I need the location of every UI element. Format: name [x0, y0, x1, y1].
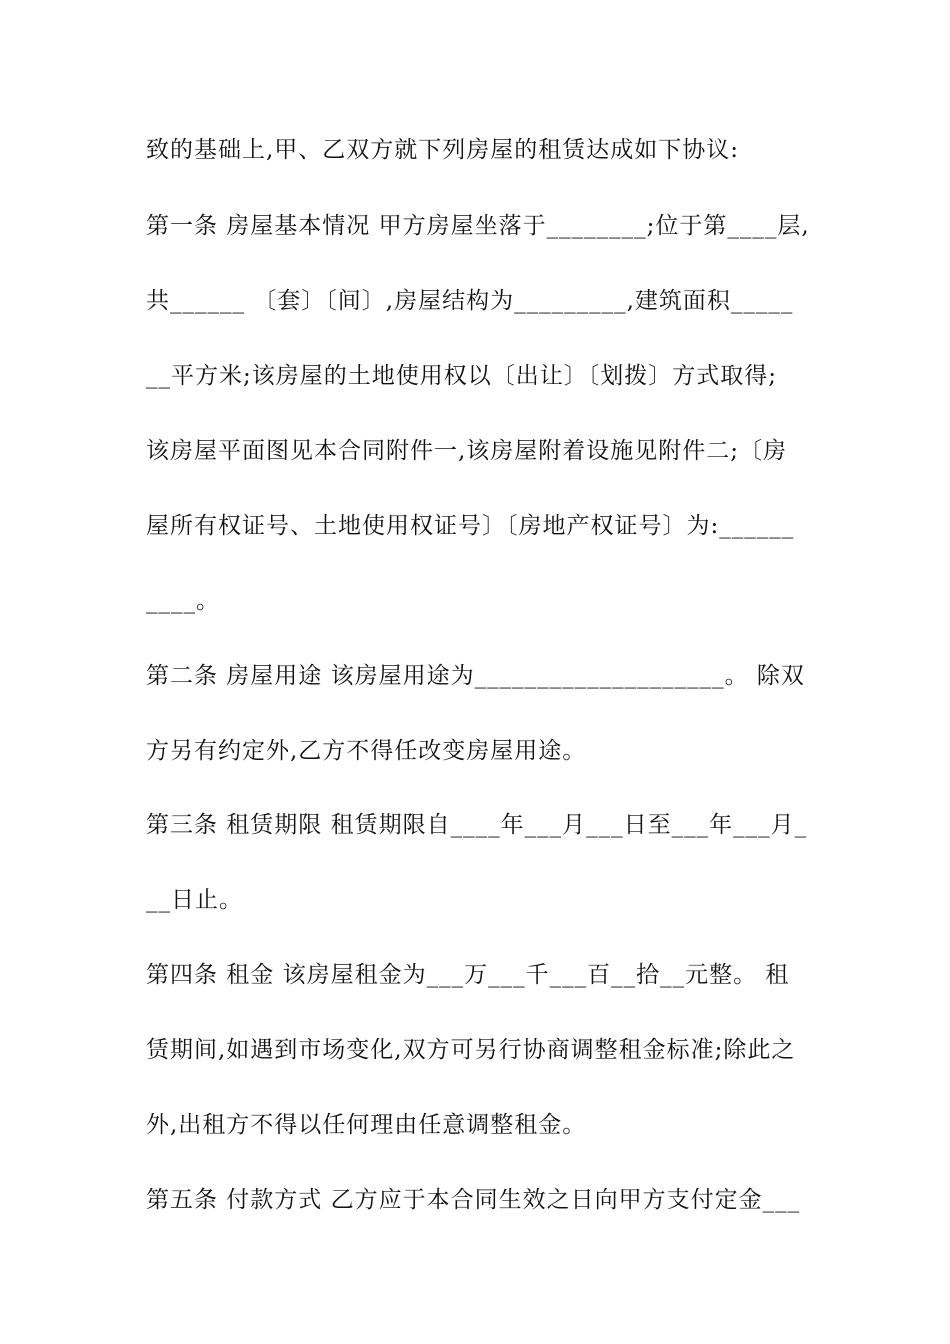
text-line-12: 第四条 租金 该房屋租金为___万___千___百__拾__元整。 租: [146, 962, 790, 988]
text-line-9: 方另有约定外,乙方不得任改变房屋用途。: [146, 738, 587, 764]
text-line-15: 第五条 付款方式 乙方应于本合同生效之日向甲方支付定金___: [146, 1187, 801, 1213]
text-line-2: 第一条 房屋基本情况 甲方房屋坐落于________;位于第____层,: [146, 213, 810, 239]
text-line-6: 屋所有权证号、土地使用权证号〕〔房地产权证号〕为:______: [146, 513, 795, 539]
text-line-1: 致的基础上,甲、乙双方就下列房屋的租赁达成如下协议:: [146, 137, 740, 163]
text-line-5: 该房屋平面图见本合同附件一,该房屋附着设施见附件二;〔房: [146, 438, 788, 464]
text-line-4: __平方米;该房屋的土地使用权以〔出让〕〔划拨〕方式取得;: [146, 363, 777, 389]
text-line-8: 第二条 房屋用途 该房屋用途为____________________。 除双: [146, 663, 805, 689]
text-line-11: __日止。: [146, 887, 243, 913]
text-line-14: 外,出租方不得以任何理由任意调整租金。: [146, 1112, 587, 1138]
text-line-10: 第三条 租赁期限 租赁期限自____年___月___日至___年___月_: [146, 812, 808, 838]
text-line-3: 共______ 〔套〕〔间〕,房屋结构为_________,建筑面积_____: [146, 288, 794, 314]
text-line-7: ____。: [146, 588, 220, 614]
text-line-13: 赁期间,如遇到市场变化,双方可另行协商调整租金标准;除此之: [146, 1037, 796, 1063]
